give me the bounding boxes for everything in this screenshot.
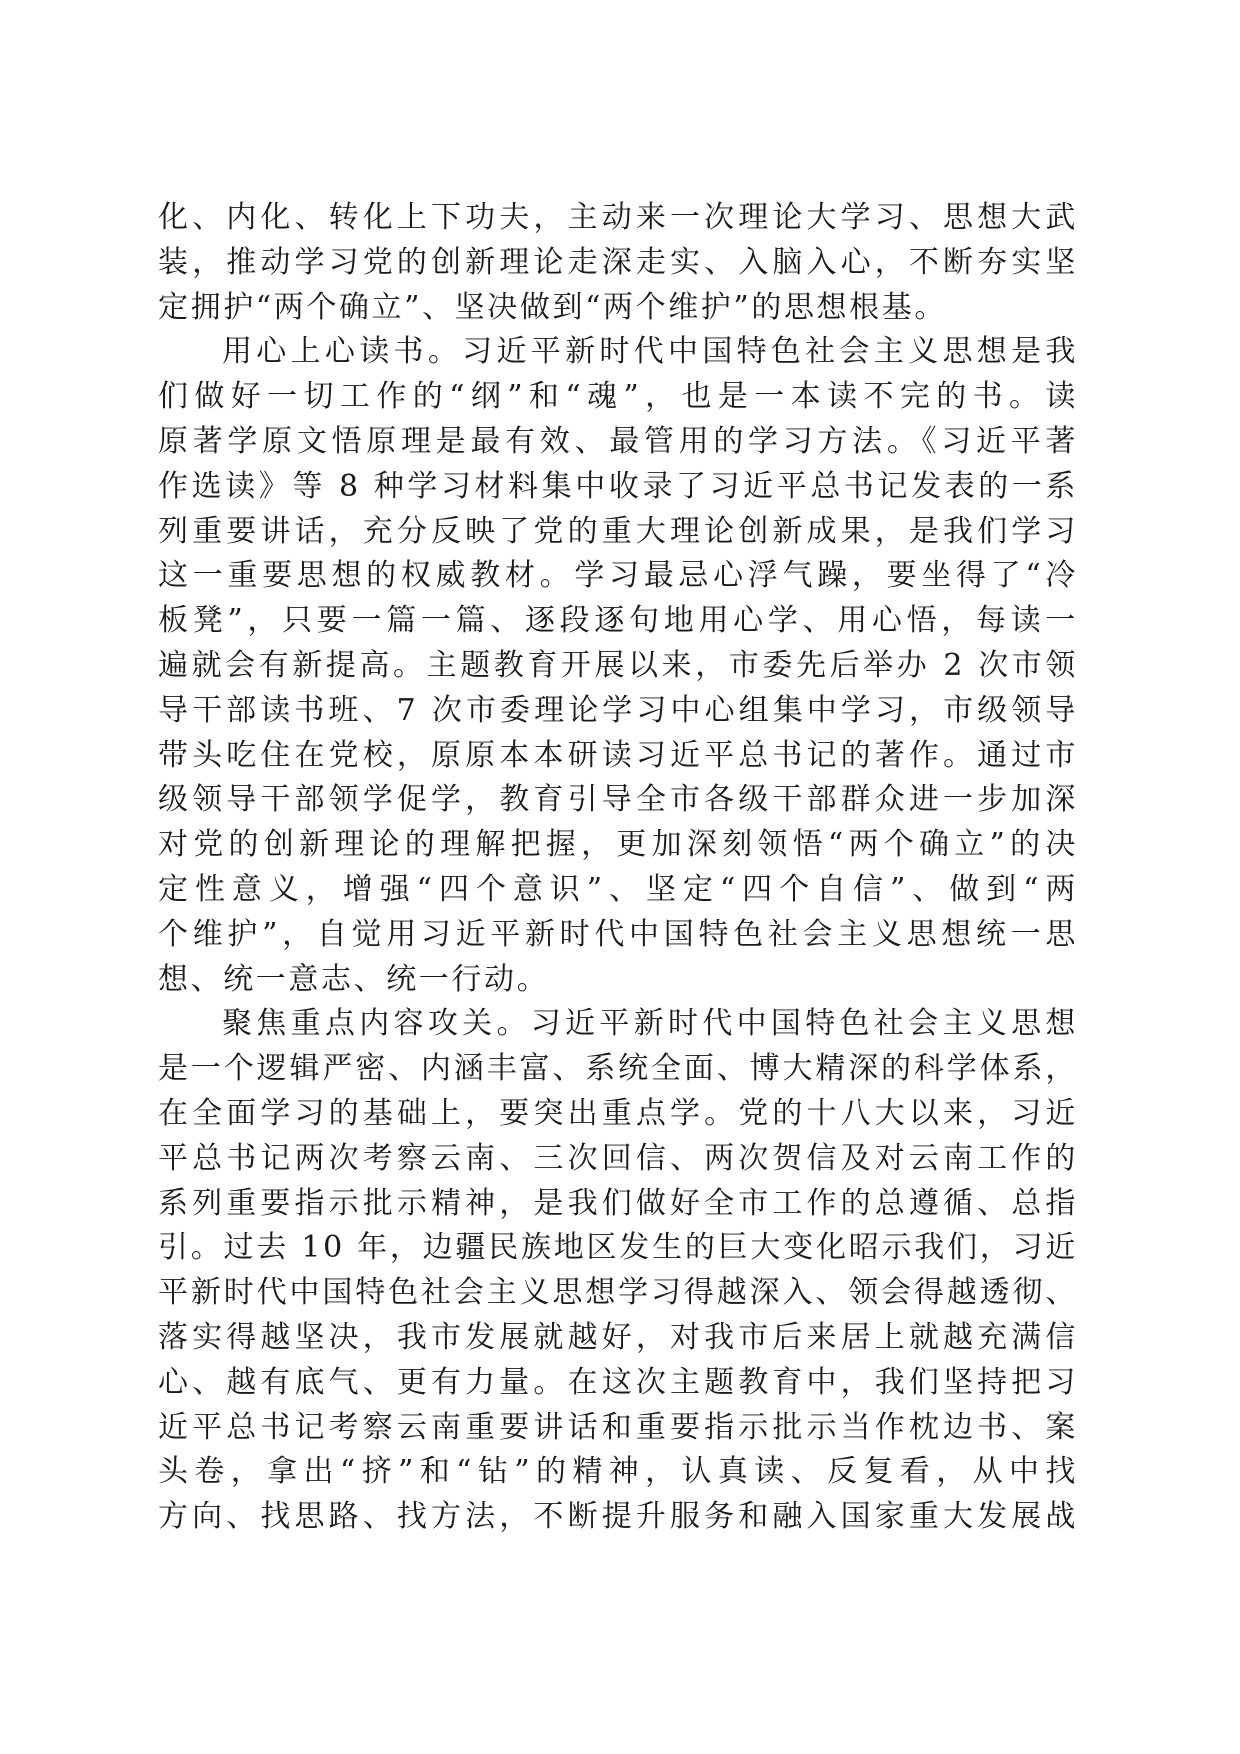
text-line: 这一重要思想的权威教材。学习最忌心浮气躁，要坐得了“冷 <box>158 558 1078 594</box>
text-line: 导干部读书班、7 次市委理论学习中心组集中学习，市级领导 <box>158 692 1078 728</box>
text-line: 级领导干部领学促学，教育引导全市各级干部群众进一步加深 <box>158 782 1078 818</box>
text-line: 平总书记两次考察云南、三次回信、两次贺信及对云南工作的 <box>158 1140 1078 1176</box>
text-line: 遍就会有新提高。主题教育开展以来，市委先后举办 2 次市领 <box>158 647 1078 683</box>
text-line: 引。过去 10 年，边疆民族地区发生的巨大变化昭示我们，习近 <box>158 1230 1078 1266</box>
text-line: 想、统一意志、统一行动。 <box>158 961 550 997</box>
document-body <box>158 196 1078 1540</box>
paragraph <box>158 1002 1078 1540</box>
text-line: 系列重要指示批示精神，是我们做好全市工作的总遵循、总指 <box>158 1185 1078 1221</box>
paragraph <box>158 196 1078 330</box>
text-line: 列重要讲话，充分反映了党的重大理论创新成果，是我们学习 <box>158 513 1078 549</box>
paragraph <box>158 330 1078 1002</box>
text-line: 定拥护“两个确立”、坚决做到“两个维护”的思想根基。 <box>158 289 947 325</box>
text-line: 在全面学习的基础上，要突出重点学。党的十八大以来，习近 <box>158 1095 1078 1131</box>
text-line: 方向、找思路、找方法，不断提升服务和融入国家重大发展战 <box>158 1499 1078 1535</box>
text-line: 近平总书记考察云南重要讲话和重要指示批示当作枕边书、案 <box>158 1409 1078 1445</box>
text-line: 板凳”，只要一篇一篇、逐段逐句地用心学、用心悟，每读一 <box>158 603 1078 639</box>
text-line: 用心上心读书。习近平新时代中国特色社会主义思想是我 <box>222 334 1078 370</box>
text-line: 个维护”，自觉用习近平新时代中国特色社会主义思想统一思 <box>158 916 1078 952</box>
text-line: 心、越有底气、更有力量。在这次主题教育中，我们坚持把习 <box>158 1364 1078 1400</box>
text-line: 定性意义，增强“四个意识”、坚定“四个自信”、做到“两 <box>158 871 1078 907</box>
text-line: 头卷，拿出“挤”和“钻”的精神，认真读、反复看，从中找 <box>158 1454 1078 1490</box>
text-line: 是一个逻辑严密、内涵丰富、系统全面、博大精深的科学体系， <box>158 1051 1078 1087</box>
text-line: 落实得越坚决，我市发展就越好，对我市后来居上就越充满信 <box>158 1319 1078 1355</box>
text-line: 化、内化、转化上下功夫，主动来一次理论大学习、思想大武 <box>158 200 1078 235</box>
text-line: 装，推动学习党的创新理论走深走实、入脑入心，不断夯实坚 <box>158 244 1078 280</box>
text-line: 作选读》等 8 种学习材料集中收录了习近平总书记发表的一系 <box>158 468 1078 504</box>
text-line: 对党的创新理论的理解把握，更加深刻领悟“两个确立”的决 <box>158 827 1078 863</box>
text-line: 平新时代中国特色社会主义思想学习得越深入、领会得越透彻、 <box>158 1275 1078 1311</box>
text-line: 聚焦重点内容攻关。习近平新时代中国特色社会主义思想 <box>222 1006 1078 1042</box>
text-line: 们做好一切工作的“纲”和“魂”，也是一本读不完的书。读 <box>158 379 1078 415</box>
text-line: 带头吃住在党校，原原本本研读习近平总书记的著作。通过市 <box>158 737 1078 773</box>
text-line: 原著学原文悟原理是最有效、最管用的学习方法。《习近平著 <box>158 423 1078 459</box>
